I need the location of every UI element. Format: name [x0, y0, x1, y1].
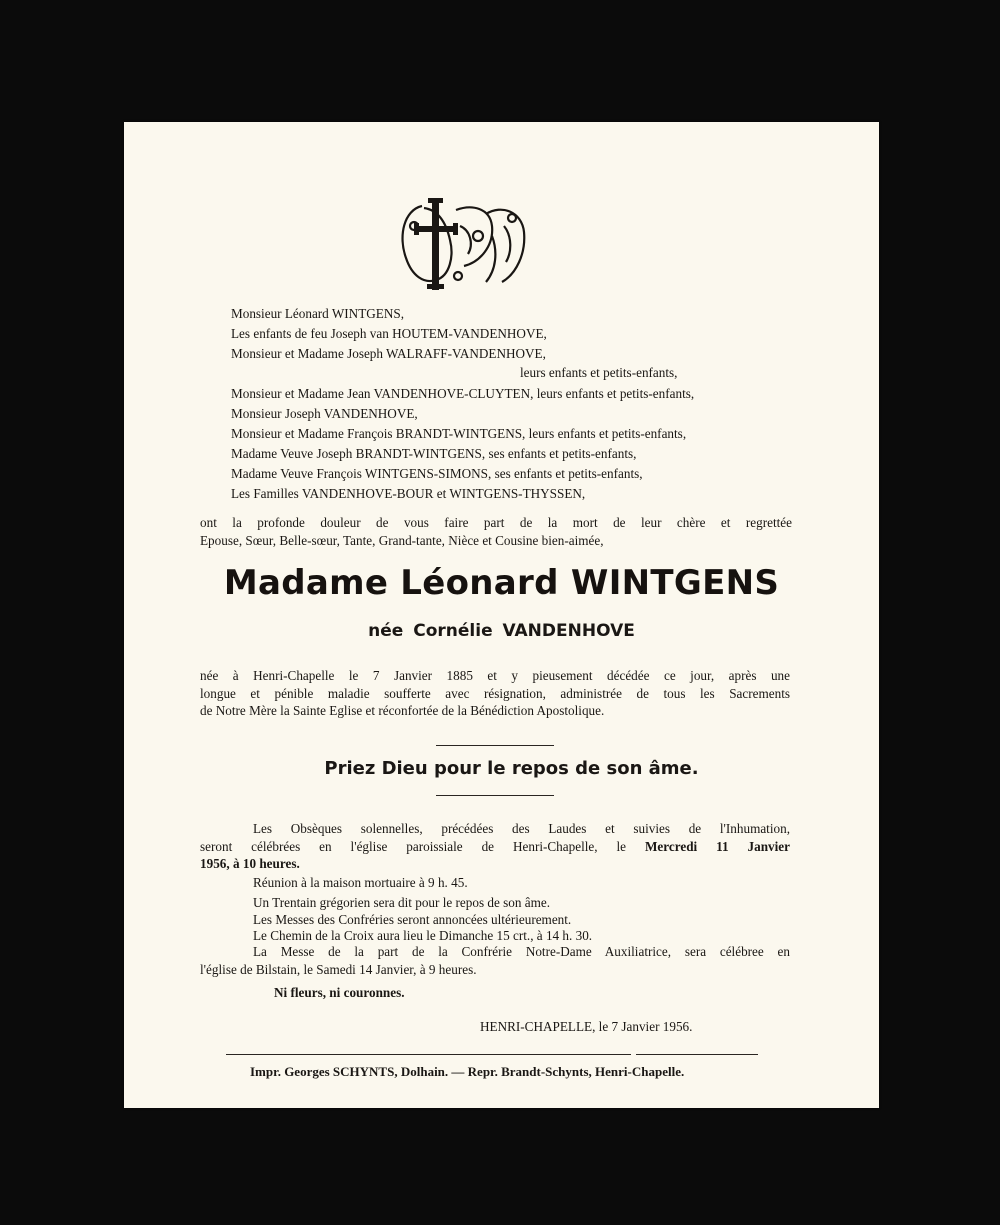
family-line-3: Monsieur et Madame Joseph WALRAFF-VANDENHOVE,: [231, 346, 546, 361]
deceased-name: Madame Léonard WINTGENS: [223, 563, 780, 603]
no-flowers: Ni fleurs, ni couronnes.: [274, 985, 405, 1000]
death-details: [200, 667, 790, 720]
details-line-3: de Notre Mère la Sainte Eglise et réconfortée de la Bénédiction Apostolique.: [200, 703, 605, 718]
note-messes: Les Messes des Confréries seront annoncées ultérieurement.: [253, 912, 572, 927]
details-line-1: née à Henri-Chapelle le 7 Janvier 1885 et y pieusement décédée ce jour, après une: [200, 668, 790, 683]
divider-top: [436, 745, 554, 746]
footer-rule-right: [636, 1054, 758, 1055]
family-line-4: leurs enfants et petits-enfants,: [520, 365, 678, 380]
note-chemin: Le Chemin de la Croix aura lieu le Dimanche 15 crt., à 14 h. 30.: [253, 928, 593, 943]
place-date: HENRI-CHAPELLE, le 7 Janvier 1956.: [480, 1019, 693, 1034]
funeral-info: [200, 820, 790, 873]
note-reunion: Réunion à la maison mortuaire à 9 h. 45.: [253, 875, 468, 890]
note-trentain: Un Trentain grégorien sera dit pour le repos de son âme.: [253, 895, 551, 910]
family-line-1: Monsieur Léonard WINTGENS,: [231, 306, 404, 321]
family-line-8: Madame Veuve Joseph BRANDT-WINTGENS, ses enfants et petits-enfants,: [231, 446, 637, 461]
announcement-line-2: Epouse, Sœur, Belle-sœur, Tante, Grand-tante, Nièce et Cousine bien-aimée,: [200, 532, 604, 548]
family-line-5: Monsieur et Madame Jean VANDENHOVE-CLUYTEN, leurs enfants et petits-enfants,: [231, 386, 695, 401]
prayer-line: Priez Dieu pour le repos de son âme.: [324, 758, 699, 779]
monogram-cross-icon: [394, 196, 534, 292]
details-line-2: longue et pénible maladie soufferte avec résignation, administrée de tous les Sacrements: [200, 685, 790, 701]
funeral-time: 1956, à 10 heures.: [200, 856, 300, 871]
mass-line-2: l'église de Bilstain, le Samedi 14 Janvier, à 9 heures.: [200, 961, 477, 977]
printer-credit: Impr. Georges SCHYNTS, Dolhain. — Repr. Brandt-Schynts, Henri-Chapelle.: [250, 1064, 685, 1079]
funeral-date: Mercredi 11 Janvier: [644, 838, 791, 854]
mass-line-1: La Messe de la part de la Confrérie Notre-Dame Auxiliatrice, sera célébree en: [253, 944, 790, 959]
family-line-2: Les enfants de feu Joseph van HOUTEM-VANDENHOVE,: [231, 326, 547, 341]
obituary-sheet: [124, 122, 879, 1108]
funeral-line-2: seront célébrées en l'église paroissiale de Henri-Chapelle, le: [200, 838, 627, 854]
announcement: [200, 514, 792, 549]
family-line-6: Monsieur Joseph VANDENHOVE,: [231, 406, 418, 421]
family-line-7: Monsieur et Madame François BRANDT-WINTGENS, leurs enfants et petits-enfants,: [231, 426, 687, 441]
announcement-line-1: ont la profonde douleur de vous faire part de la mort de leur chère et regrettée: [200, 515, 792, 530]
divider-bottom: [436, 795, 554, 796]
mass-info: [200, 943, 790, 978]
family-line-10: Les Familles VANDENHOVE-BOUR et WINTGENS-THYSSEN,: [231, 486, 586, 501]
family-line-9: Madame Veuve François WINTGENS-SIMONS, ses enfants et petits-enfants,: [231, 466, 643, 481]
maiden-name: née Cornélie VANDENHOVE: [368, 621, 635, 641]
funeral-line-1: Les Obsèques solennelles, précédées des Laudes et suivies de l'Inhumation,: [253, 821, 790, 836]
footer-rule-left: [226, 1054, 631, 1055]
